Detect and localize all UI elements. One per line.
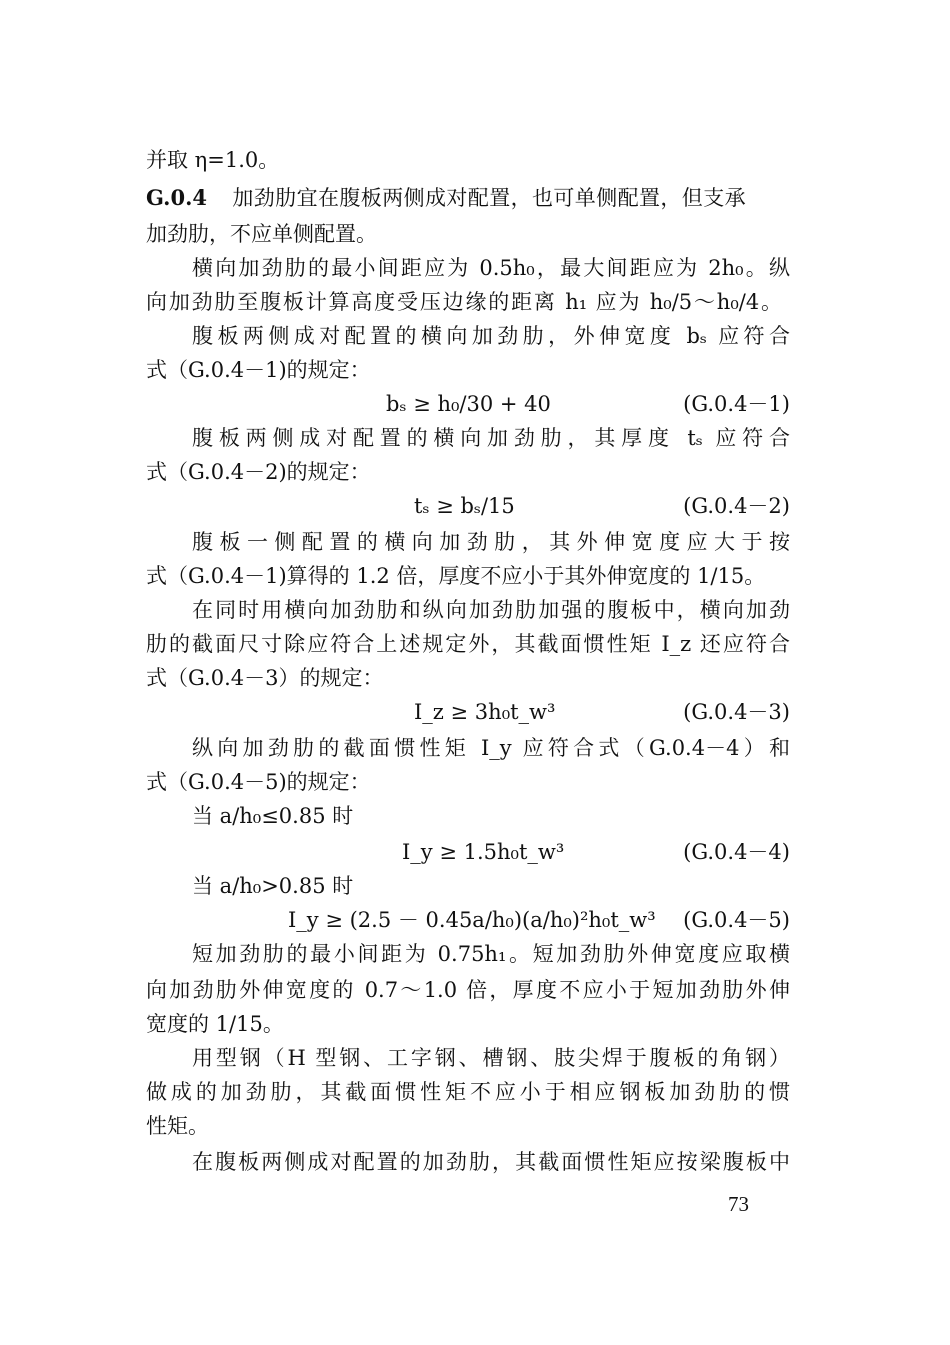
formula-label: (G.0.4－3) — [683, 700, 790, 724]
text-line: 腹板两侧成对配置的横向加劲肋，其厚度 tₛ 应符合 — [192, 426, 790, 450]
clause-line — [146, 184, 790, 212]
formula-expression: I_z ≥ 3h₀t_w³ — [414, 700, 556, 724]
formula-expression: tₛ ≥ bₛ/15 — [414, 494, 515, 518]
text-line: 向加劲肋至腹板计算高度受压边缘的距离 h₁ 应为 h₀/5～h₀/4。 — [146, 290, 782, 314]
page-number: 73 — [728, 1192, 749, 1216]
text-line: 当 a/h₀>0.85 时 — [192, 874, 354, 898]
formula-expression: I_y ≥ 1.5h₀t_w³ — [402, 840, 565, 864]
text-line: 性矩。 — [146, 1114, 209, 1138]
text-line: 肋的截面尺寸除应符合上述规定外，其截面惯性矩 I_z 还应符合 — [146, 632, 790, 656]
formula-expression: bₛ ≥ h₀/30 + 40 — [386, 392, 551, 416]
text-line: 并取 η=1.0。 — [146, 148, 280, 172]
text-line: 腹板一侧配置的横向加劲肋，其外伸宽度应大于按 — [192, 530, 790, 554]
text-line: 式（G.0.4－3）的规定： — [146, 666, 384, 690]
formula-label: (G.0.4－4) — [683, 840, 790, 864]
text-line: 式（G.0.4－1)的规定： — [146, 358, 371, 382]
text-line: 短加劲肋的最小间距为 0.75h₁。短加劲肋外伸宽度应取横 — [192, 942, 790, 966]
text-line: 式（G.0.4－5)的规定： — [146, 770, 371, 794]
clause-number: G.0.4 — [146, 185, 208, 210]
text-line: 纵向加劲肋的截面惯性矩 I_y 应符合式（G.0.4－4）和 — [192, 736, 790, 760]
formula-label: (G.0.4－2) — [683, 494, 790, 518]
clause-text: 加劲肋宜在腹板两侧成对配置，也可单侧配置，但支承 — [232, 186, 747, 210]
formula-label: (G.0.4－5) — [683, 908, 790, 932]
text-line: 在同时用横向加劲肋和纵向加劲肋加强的腹板中，横向加劲 — [192, 598, 790, 622]
text-line: 用型钢（H 型钢、工字钢、槽钢、肢尖焊于腹板的角钢） — [192, 1046, 790, 1070]
text-line: 宽度的 1/15。 — [146, 1012, 284, 1036]
text-line: 腹板两侧成对配置的横向加劲肋，外伸宽度 bₛ 应符合 — [192, 324, 790, 348]
text-line: 当 a/h₀≤0.85 时 — [192, 804, 354, 828]
text-line: 加劲肋，不应单侧配置。 — [146, 222, 377, 246]
formula-label: (G.0.4－1) — [683, 392, 790, 416]
text-line: 式（G.0.4－1)算得的 1.2 倍，厚度不应小于其外伸宽度的 1/15。 — [146, 564, 766, 588]
text-line: 式（G.0.4－2)的规定： — [146, 460, 371, 484]
text-line: 向加劲肋外伸宽度的 0.7～1.0 倍，厚度不应小于短加劲肋外伸 — [146, 978, 790, 1002]
formula-expression: I_y ≥ (2.5 － 0.45a/h₀)(a/h₀)²h₀t_w³ — [288, 908, 656, 932]
text-line: 在腹板两侧成对配置的加劲肋，其截面惯性矩应按梁腹板中 — [192, 1150, 790, 1174]
text-line: 做成的加劲肋，其截面惯性矩不应小于相应钢板加劲肋的惯 — [146, 1080, 790, 1104]
text-line: 横向加劲肋的最小间距应为 0.5h₀，最大间距应为 2h₀。纵 — [192, 256, 790, 280]
